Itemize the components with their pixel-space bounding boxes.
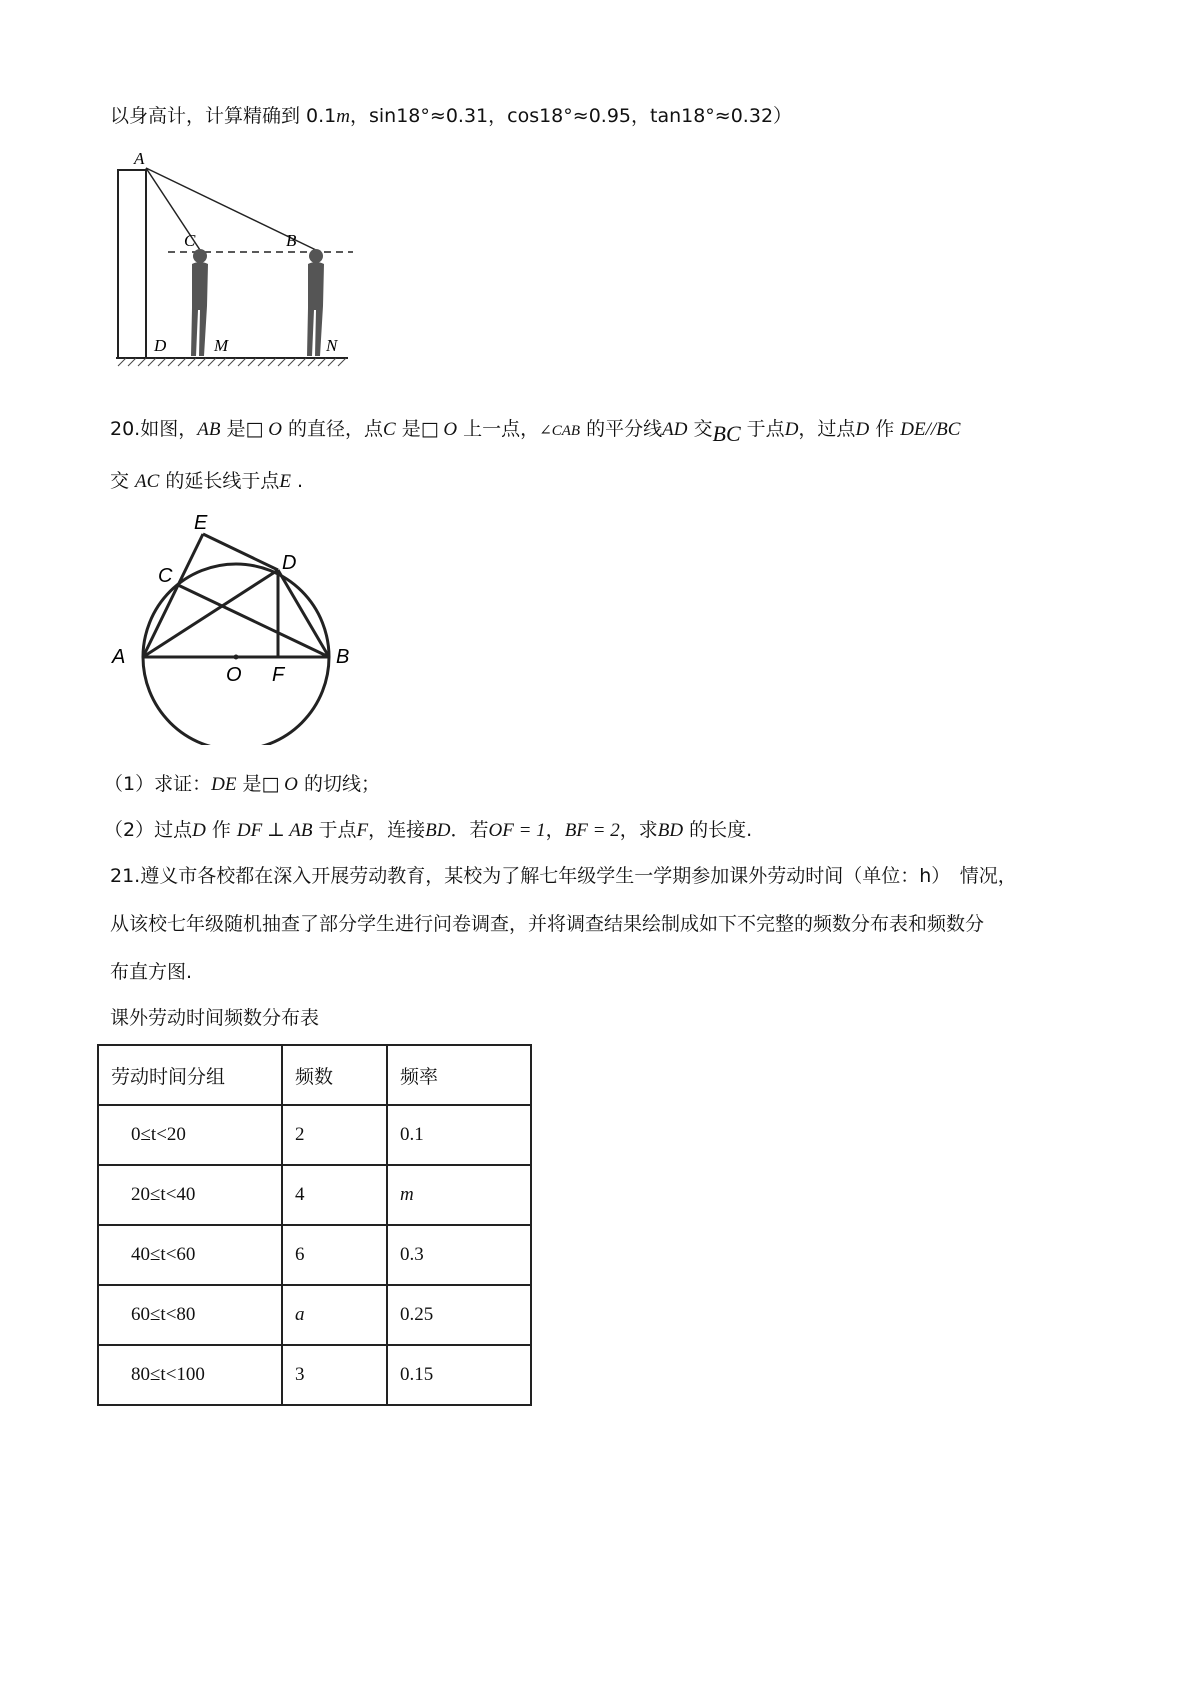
q21-stem-line2: 从该校七年级随机抽查了部分学生进行问卷调查，并将调查结果绘制成如下不完整的频数分布表和频数分: [110, 913, 985, 935]
q20-stem-line1: [110, 416, 961, 446]
point-O: O: [279, 774, 298, 795]
text: ，: [545, 819, 565, 841]
text: 作: [205, 819, 237, 841]
of-equals-1: OF = 1: [488, 820, 546, 841]
cell-count: 4: [282, 1165, 387, 1225]
label-B: B: [286, 231, 297, 250]
q20-part1: [104, 772, 380, 797]
cell-group: 0≤t<20: [98, 1105, 282, 1165]
text: 的平分线: [580, 418, 663, 440]
label-A: A: [112, 646, 126, 668]
cell-rate: 0.25: [387, 1285, 531, 1345]
text: 的长度.: [683, 819, 753, 841]
point-E: E: [279, 471, 291, 492]
q19-text: 以身高计，计算精确到 0.1: [110, 105, 337, 127]
cell-count: 6: [282, 1225, 387, 1285]
circle-symbol: □: [420, 418, 439, 440]
table-row: [98, 1105, 531, 1165]
label-B: B: [336, 646, 350, 668]
de-parallel-bc: DE//BC: [900, 419, 961, 440]
center-point-O: [234, 655, 239, 660]
text: 交: [687, 418, 713, 440]
seg-DE: DE: [211, 774, 237, 795]
cell-group: 60≤t<80: [98, 1285, 282, 1345]
text: 于点: [740, 418, 785, 440]
text: ，过点: [798, 418, 856, 440]
text: 作: [869, 418, 901, 440]
seg-BD: BD: [425, 820, 451, 841]
text: （2）过点: [104, 819, 193, 841]
cell-count: 2: [282, 1105, 387, 1165]
point-F: F: [356, 820, 369, 841]
cell-group: 40≤t<60: [98, 1225, 282, 1285]
table-row: [98, 1165, 531, 1225]
text: 上一点，: [457, 418, 540, 440]
q20-part2: [104, 818, 752, 843]
circle-symbol: □: [261, 773, 280, 795]
seg-AC: AC: [135, 471, 160, 492]
cell-group: 20≤t<40: [98, 1165, 282, 1225]
circle-symbol: □: [245, 418, 264, 440]
label-D: D: [282, 552, 297, 574]
table-row: [98, 1345, 531, 1405]
table-row: [98, 1225, 531, 1285]
q20-stem-line2: [110, 469, 303, 494]
q19-condition-line: [110, 104, 792, 129]
bf-equals-2: BF = 2: [564, 820, 620, 841]
label-C: C: [184, 231, 196, 250]
arc-BC: BC: [712, 421, 741, 446]
q20-figure: [108, 505, 368, 745]
label-E: E: [194, 512, 208, 534]
label-F: F: [272, 664, 285, 686]
label-M: M: [214, 336, 229, 355]
text: ．若: [450, 819, 489, 841]
label-D: D: [154, 336, 167, 355]
header-group: 劳动时间分组: [98, 1045, 282, 1105]
text: （1）求证：: [104, 773, 212, 795]
q19-figure: [108, 148, 368, 378]
text: 是: [236, 773, 262, 795]
text: 的直径，点: [281, 418, 383, 440]
point-O: O: [438, 419, 458, 440]
table-header-row: [98, 1045, 531, 1105]
cell-rate: 0.15: [387, 1345, 531, 1405]
point-D: D: [192, 820, 206, 841]
q19-unit: m: [336, 106, 350, 127]
label-A: A: [134, 149, 145, 168]
header-count: 频数: [282, 1045, 387, 1105]
cell-group: 80≤t<100: [98, 1345, 282, 1405]
point-D: D: [784, 419, 799, 440]
q19-trig-values: ，sin18°≈0.31，cos18°≈0.95，tan18°≈0.32）: [350, 105, 793, 127]
text: 是: [395, 418, 421, 440]
frequency-table: [97, 1044, 532, 1406]
q20-number: 20.如图，: [110, 418, 198, 440]
ground-hatch: [118, 358, 346, 366]
building: [118, 170, 146, 358]
text: .: [290, 470, 304, 492]
text: 是: [220, 418, 246, 440]
q21-table-title: 课外劳动时间频数分布表: [110, 1007, 320, 1029]
text: ，求: [619, 819, 658, 841]
table-row: [98, 1285, 531, 1345]
text: 的切线；: [297, 773, 380, 795]
header-rate: 频率: [387, 1045, 531, 1105]
text: 的延长线于点: [159, 470, 280, 492]
text: 交: [110, 470, 136, 492]
point-C: C: [382, 419, 396, 440]
cell-count: a: [282, 1285, 387, 1345]
seg-BD: BD: [657, 820, 684, 841]
point-D: D: [855, 419, 870, 440]
cell-rate: 0.1: [387, 1105, 531, 1165]
person-m-icon: [191, 249, 208, 356]
text: ，连接: [368, 819, 426, 841]
q21-stem-line3: 布直方图.: [110, 961, 193, 983]
seg-AD: AD: [662, 419, 688, 440]
cell-rate: m: [387, 1165, 531, 1225]
q21-stem-line1: 21.遵义市各校都在深入开展劳动教育，某校为了解七年级学生一学期参加课外劳动时间（单位：h） 情况，: [110, 865, 1017, 887]
angle-CAB: ∠CAB: [539, 423, 581, 439]
seg-AB: AB: [197, 419, 221, 440]
person-n-icon: [307, 249, 324, 356]
cell-rate: 0.3: [387, 1225, 531, 1285]
df-perp-ab: DF ⊥ AB: [236, 820, 313, 841]
cell-count: 3: [282, 1345, 387, 1405]
point-O: O: [263, 419, 282, 440]
label-O: O: [226, 664, 242, 686]
label-C: C: [158, 565, 173, 587]
text: 于点: [312, 819, 357, 841]
label-N: N: [326, 336, 338, 355]
